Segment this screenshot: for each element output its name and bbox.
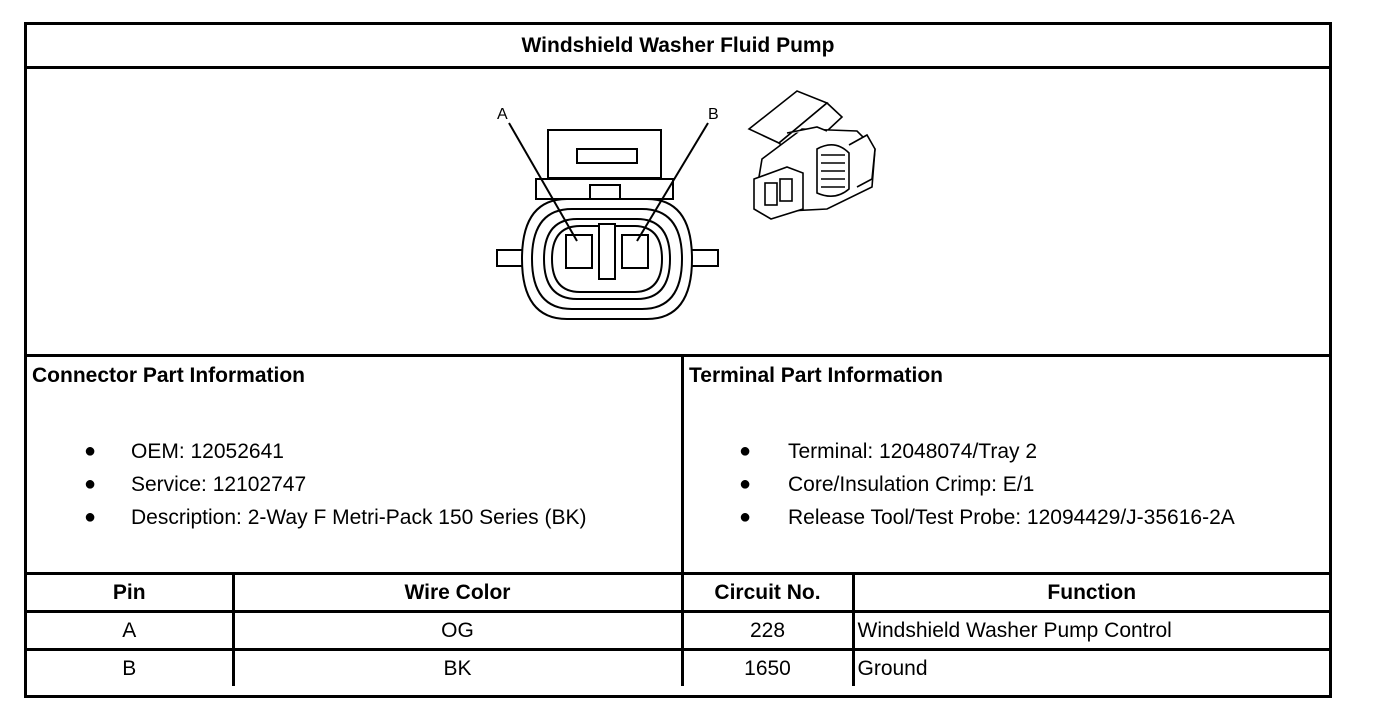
connector-oem: OEM: 12052641 — [131, 440, 284, 463]
function-cell: Ground — [853, 650, 1329, 687]
header-function: Function — [853, 575, 1329, 612]
connector-sheet — [24, 22, 1332, 698]
connector-face-diagram — [27, 69, 1329, 354]
table-header-row — [27, 575, 1329, 612]
terminal-cavity-b — [622, 235, 648, 268]
bullet-icon: ● — [84, 506, 97, 528]
table-row — [27, 612, 1329, 650]
terminal-crimp: Core/Insulation Crimp: E/1 — [788, 473, 1035, 496]
pin-a-label: A — [497, 106, 508, 123]
header-pin: Pin — [27, 575, 233, 612]
terminal-info-title: Terminal Part Information — [689, 364, 943, 387]
lock-tab — [590, 185, 620, 199]
connector-info-title: Connector Part Information — [32, 364, 306, 387]
pin-cell: B — [27, 650, 233, 687]
bullet-icon: ● — [84, 440, 97, 462]
connector-service: Service: 12102747 — [131, 473, 307, 496]
wire-color-cell: BK — [233, 650, 682, 687]
wire-color-cell: OG — [233, 612, 682, 650]
connector-part-info — [27, 357, 684, 575]
function-cell: Windshield Washer Pump Control — [853, 612, 1329, 650]
pin-cell: A — [27, 612, 233, 650]
header-circuit-no: Circuit No. — [682, 575, 853, 612]
table-row — [27, 650, 1329, 687]
latch-window — [577, 149, 637, 163]
terminal-number: Terminal: 12048074/Tray 2 — [788, 440, 1038, 463]
terminal-part-info — [684, 357, 1329, 575]
pin-table — [27, 575, 1329, 686]
bullet-icon: ● — [739, 440, 752, 462]
polarization-key — [599, 224, 615, 279]
pin-b-label: B — [708, 106, 719, 123]
right-ear — [690, 250, 718, 266]
connector-description: Description: 2-Way F Metri-Pack 150 Series (BK) — [131, 506, 587, 529]
iso-cavity-b — [780, 179, 792, 201]
terminal-cavity-a — [566, 235, 592, 268]
connector-diagram-panel — [27, 69, 1329, 357]
circuit-cell: 1650 — [682, 650, 853, 687]
page-title: Windshield Washer Fluid Pump — [27, 25, 1329, 69]
terminal-release-tool: Release Tool/Test Probe: 12094429/J-35616-2A — [788, 506, 1235, 529]
bullet-icon: ● — [84, 473, 97, 495]
header-wire-color: Wire Color — [233, 575, 682, 612]
circuit-cell: 228 — [682, 612, 853, 650]
iso-cavity-a — [765, 183, 777, 205]
bullet-icon: ● — [739, 473, 752, 495]
connector-isometric-illustration — [749, 91, 875, 219]
bullet-icon: ● — [739, 506, 752, 528]
left-ear — [497, 250, 525, 266]
